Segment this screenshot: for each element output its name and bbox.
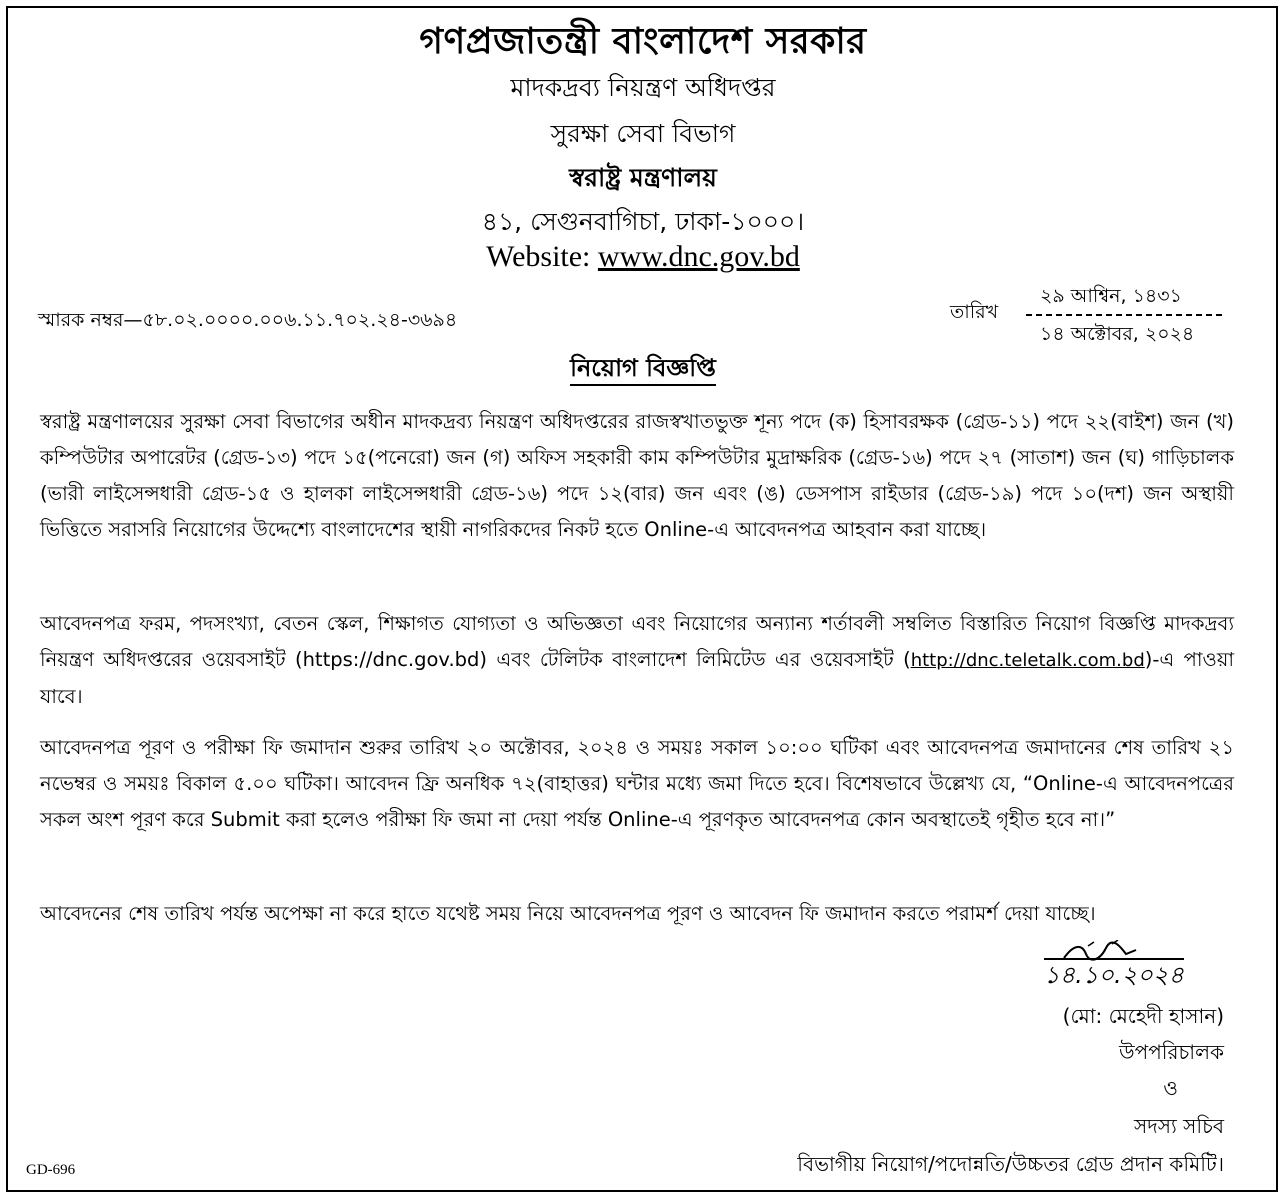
office-address: ৪১, সেগুনবাগিচা, ঢাকা-১০০০।: [481, 207, 805, 236]
paragraph-details: [40, 606, 1234, 715]
department-name: মাদকদ্রব্য নিয়ন্ত্রণ অধিদপ্তর: [510, 73, 776, 102]
signature-date: ১৪.১০.২০২৪: [1044, 958, 1184, 990]
signatory-role: সদস্য সচিব: [1134, 1114, 1224, 1138]
website-line: [0, 240, 1286, 274]
notice-title: নিয়োগ বিজ্ঞপ্তি: [570, 354, 716, 386]
paragraph-vacancies: স্বরাষ্ট্র মন্ত্রণালয়ের সুরক্ষা সেবা বিভাগের অধীন মাদকদ্রব্য নিয়ন্ত্রণ অধিদপ্তরের রাজস্বখাতভুক্ত শূন্য পদে (ক) হিসাবরক্ষক (গ্রেড-১১) পদে ২২(বাইশ) জন (খ) কম্পিউটার অপারেটর (গ্রেড-১৩) পদে ১৫(পনেরো) জন (গ) অফিস সহকারী কাম কম্পিউটার মুদ্রাক্ষরিক (গ্রেড-১৬) পদে ২৭ (সাতাশ) জন (ঘ) গাড়িচালক (ভারী লাইসেন্সধারী গ্রেড-১৫ ও হালকা লাইসেন্সধারী গ্রেড-১৬) পদে ১২(বার) জন এবং (ঙ) ডেসপাস রাইডার (গ্রেড-১৯) পদে ১০(দশ) জন অস্থায়ী ভিত্তিতে সরাসরি নিয়োগের উদ্দেশ্যে বাংলাদেশের স্থায়ী নাগরিকদের নিকট হতে Online-এ আবেদনপত্র আহবান করা যাচ্ছে।: [40, 410, 1234, 541]
memo-number: স্মারক নম্বর—৫৮.০২.০০০০.০০৬.১১.৭০২.২৪-৩৬৯৪: [38, 309, 458, 331]
website-label: Website:: [486, 240, 598, 273]
paragraph-details-text-a: আবেদনপত্র ফরম, পদসংখ্যা, বেতন স্কেল, শিক্ষাগত যোগ্যতা ও অভিজ্ঞতা এবং নিয়োগের অন্যান্য শর্তাবলী সম্বলিত বিস্তারিত নিয়োগ বিজ্ঞপ্তি মাদকদ্রব্য নিয়ন্ত্রণ অধিদপ্তরের ওয়েবসাইট (: [40, 612, 1234, 671]
signatory-conjunction: ও: [1163, 1076, 1178, 1100]
date-label: তারিখ: [950, 301, 999, 323]
teletalk-website-link[interactable]: http://dnc.teletalk.com.bd: [910, 650, 1145, 671]
document-code: GD-696: [26, 1162, 76, 1178]
committee-name: বিভাগীয় নিয়োগ/পদোন্নতি/উচ্চতর গ্রেড প্রদান কমিটি।: [797, 1152, 1224, 1176]
government-title: গণপ্রজাতন্ত্রী বাংলাদেশ সরকার: [419, 21, 867, 62]
date-gregorian: ১৪ অক্টোবর, ২০২৪: [1040, 323, 1195, 345]
date-divider: [1026, 314, 1222, 316]
date-bangla: ২৯ আশ্বিন, ১৪৩১: [1040, 285, 1182, 307]
ministry-name: স্বরাষ্ট্র মন্ত্রণালয়: [569, 163, 717, 192]
dnc-website-link[interactable]: https://dnc.gov.bd: [302, 648, 480, 671]
website-link[interactable]: www.dnc.gov.bd: [597, 240, 800, 273]
signatory-designation: উপপরিচালক: [1119, 1040, 1224, 1064]
paragraph-dates: আবেদনপত্র পূরণ ও পরীক্ষা ফি জমাদান শুরুর তারিখ ২০ অক্টোবর, ২০২৪ ও সময়ঃ সকাল ১০:০০ ঘটিকা এবং আবেদনপত্র জমাদানের শেষ তারিখ ২১ নভেম্বর ও সময়ঃ বিকাল ৫.০০ ঘটিকা। আবেদন ফ্রি অনধিক ৭২(বাহাত্তর) ঘন্টার মধ্যে জমা দিতে হবে। বিশেষভাবে উল্লেখ্য যে, “Online-এ আবেদনপত্রের সকল অংশ পূরণ করে Submit করা হলেও পরীক্ষা ফি জমা না দেয়া পর্যন্ত Online-এ পূরণকৃত আবেদনপত্র কোন অবস্থাতেই গৃহীত হবে না।”: [40, 736, 1234, 831]
division-name: সুরক্ষা সেবা বিভাগ: [550, 119, 736, 148]
notice-heading: [0, 350, 1286, 390]
paragraph-advice: আবেদনের শেষ তারিখ পর্যন্ত অপেক্ষা না করে হাতে যথেষ্ট সময় নিয়ে আবেদনপত্র পূরণ ও আবেদন ফি জমাদান করতে পরামর্শ দেয়া যাচ্ছে।: [40, 902, 1096, 925]
paragraph-details-text-b: ) এবং টেলিটক বাংলাদেশ লিমিটেড এর ওয়েবসাইট (: [479, 648, 911, 671]
signatory-name: (মো: মেহেদী হাসান): [1062, 1004, 1224, 1028]
paragraph-details-text-c: )-এ পাওয়া যাবে।: [40, 648, 1234, 708]
